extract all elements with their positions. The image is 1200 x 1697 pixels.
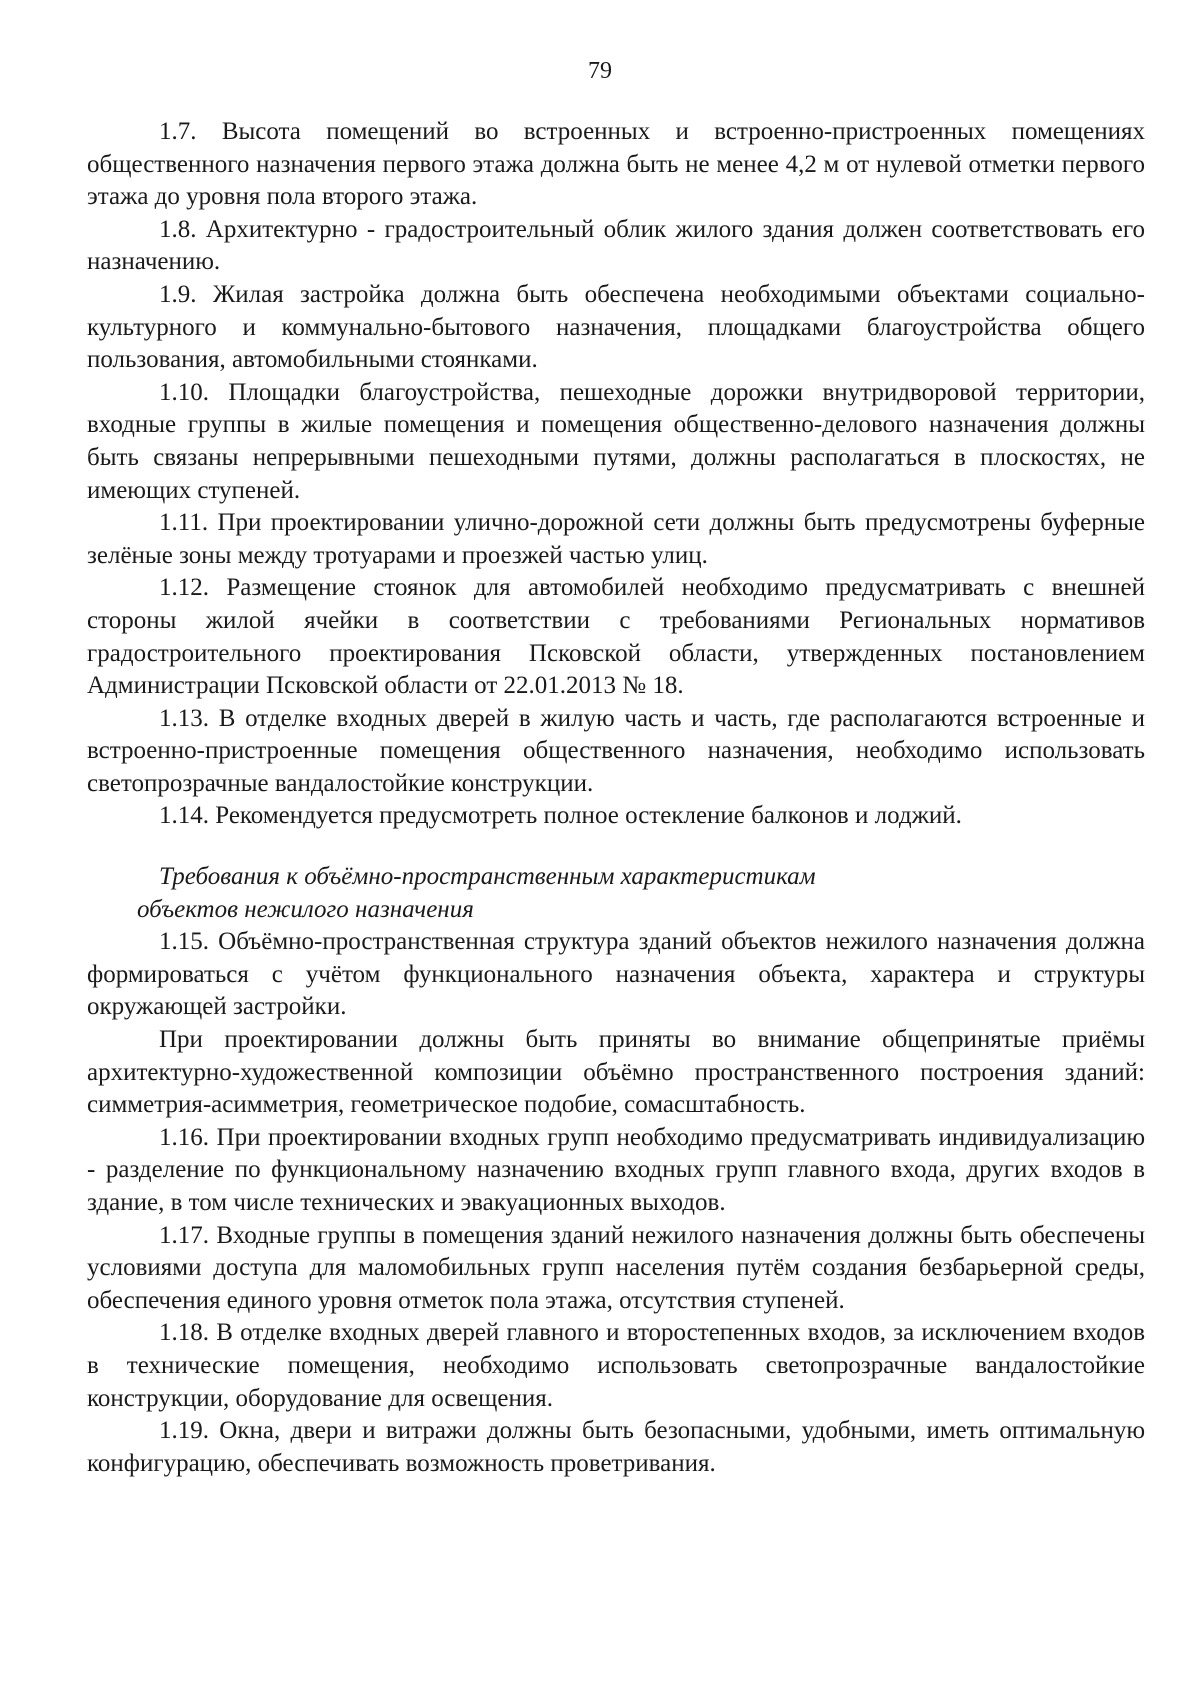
paragraph-1-8: 1.8. Архитектурно - градостроительный облик жилого здания должен соответствовать его назначению. xyxy=(87,215,1145,276)
paragraph-1-15: 1.15. Объёмно-пространственная структура зданий объектов нежилого назначения должна формироваться с учётом функционального назначения объекта, характера и структуры окружающей застройки. xyxy=(87,928,1145,1021)
paragraph-1-16: 1.16. При проектировании входных групп необходимо предусматривать индивидуализацию - разделение по функциональному назначению входных групп главного входа, других входов в здание, в том числе технических и эвакуационных выходов. xyxy=(87,1123,1145,1216)
paragraph-1-11: 1.11. При проектировании улично-дорожной сети должны быть предусмотрены буферные зелёные зоны между тротуарами и проезжей частью улиц. xyxy=(87,509,1145,569)
section-heading-line-1: Требования к объёмно-пространственным характеристикам xyxy=(159,863,816,891)
paragraph-1-18: 1.18. В отделке входных дверей главного и второстепенных входов, за исключением входов в технические помещения, необходимо использовать светопрозрачные вандалостойкие конструкции, оборудование для освещения. xyxy=(87,1319,1145,1412)
paragraph-1-7: 1.7. Высота помещений во встроенных и встроенно-пристроенных помещениях общественного назначения первого этажа должна быть не менее 4,2 м от нулевой отметки первого этажа до уровня пола второго этажа. xyxy=(87,118,1145,211)
paragraph-1-17: 1.17. Входные группы в помещения зданий нежилого назначения должны быть обеспечены условиями доступа для маломобильных групп населения путём создания безбарьерной среды, обеспечения единого уровня отметок пола этажа, отсутствия ступеней. xyxy=(87,1221,1145,1314)
paragraph-1-13: 1.13. В отделке входных дверей в жилую часть и часть, где располагаются встроенные и встроенно-пристроенные помещения общественного назначения, необходимо использовать светопрозрачные вандалостойкие конструкции. xyxy=(87,704,1145,797)
page-number: 79 xyxy=(588,58,612,84)
paragraph-1-10: 1.10. Площадки благоустройства, пешеходные дорожки внутридворовой территории, входные группы в жилые помещения и помещения общественно-делового назначения должны быть связаны непрерывными пешеходными путями, должны располагаться в плоскостях, не имеющих ступеней. xyxy=(87,378,1145,504)
paragraph-1-14: 1.14. Рекомендуется предусмотреть полное остекление балконов и лоджий. xyxy=(159,802,962,830)
section-heading xyxy=(87,861,1145,926)
document-body xyxy=(87,116,1145,1480)
paragraph-1-9: 1.9. Жилая застройка должна быть обеспечена необходимыми объектами социально-культурного и коммунально-бытового назначения, площадками благоустройства общего пользования, автомобильными стоянками. xyxy=(87,280,1145,374)
section-heading-line-2: объектов нежилого назначения xyxy=(137,895,474,923)
paragraph-1-15-continued: При проектировании должны быть приняты во внимание общепринятые приёмы архитектурно-художественной композиции объёмно пространственного построения зданий: симметрия-асимметрия, геометрическое подобие, сомасштабность. xyxy=(87,1026,1145,1119)
paragraph-1-19: 1.19. Окна, двери и витражи должны быть безопасными, удобными, иметь оптимальную конфигурацию, обеспечивать возможность проветривания. xyxy=(87,1417,1145,1477)
paragraph-1-12: 1.12. Размещение стоянок для автомобилей необходимо предусматривать с внешней стороны жилой ячейки в соответствии с требованиями Региональных нормативов градостроительного проектирования Псковской области, утвержденных постановлением Администрации Псковской области от 22.01.2013 № 18. xyxy=(87,574,1145,700)
